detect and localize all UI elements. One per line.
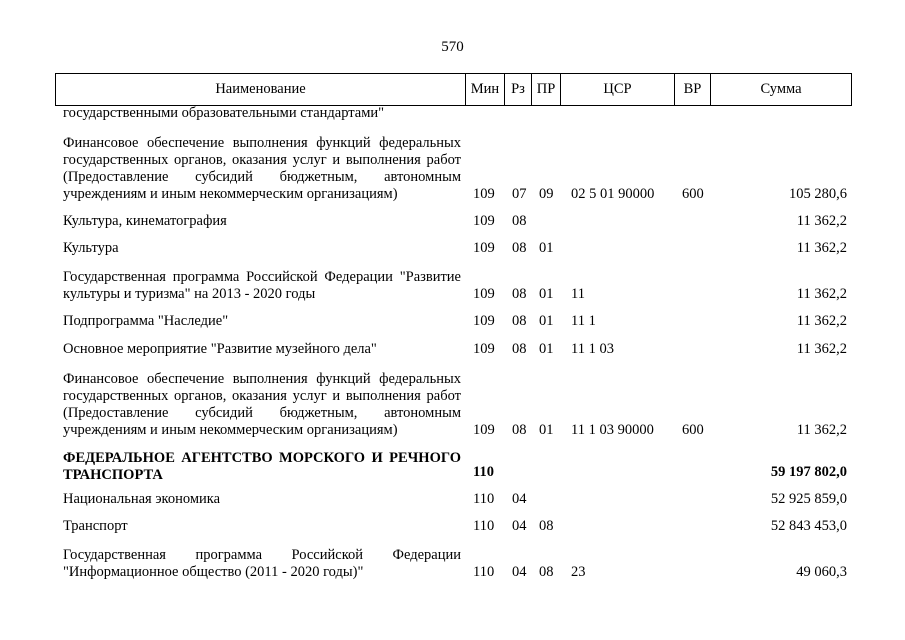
row-sum: 59 197 802,0 <box>770 464 847 480</box>
header-pr: ПР <box>532 74 561 106</box>
row-sum: 11 362,2 <box>796 286 847 302</box>
header-rz: Рз <box>505 74 532 106</box>
header-sum: Сумма <box>711 74 852 106</box>
row-name: Культура <box>63 240 119 256</box>
row-sum: 11 362,2 <box>796 213 847 229</box>
row-min: 109 <box>473 213 495 229</box>
row-rz: 04 <box>512 491 527 507</box>
row-name: Культура, кинематография <box>63 213 227 229</box>
row-pr: 09 <box>539 186 554 202</box>
row-min: 109 <box>473 313 495 329</box>
row-min: 109 <box>473 240 495 256</box>
row-rz: 08 <box>512 240 527 256</box>
row-pr: 01 <box>539 286 554 302</box>
row-csr: 23 <box>571 564 586 580</box>
page-number: 570 <box>441 39 464 55</box>
row-min: 110 <box>473 464 494 480</box>
row-name: Национальная экономика <box>63 491 221 507</box>
row-sum: 49 060,3 <box>796 564 847 580</box>
row-pr: 08 <box>539 518 554 534</box>
row-min: 109 <box>473 286 495 302</box>
row-rz: 08 <box>512 313 527 329</box>
row-csr: 11 1 <box>571 313 596 329</box>
row-sum: 11 362,2 <box>796 422 847 438</box>
row-pr: 01 <box>539 341 554 357</box>
row-csr: 11 1 03 <box>571 341 614 357</box>
row-rz: 07 <box>512 186 527 202</box>
row-rz: 08 <box>512 213 527 229</box>
row-sum: 11 362,2 <box>796 313 847 329</box>
row-name: Основное мероприятие "Развитие музейного дела" <box>63 341 377 357</box>
row-name: ФЕДЕРАЛЬНОЕ АГЕНТСТВО МОРСКОГО И РЕЧНОГО ТРАНСПОРТА <box>63 450 461 483</box>
row-vr: 600 <box>682 186 704 202</box>
row-pr: 01 <box>539 422 554 438</box>
row-rz: 08 <box>512 341 527 357</box>
row-min: 109 <box>473 422 495 438</box>
row-name: Финансовое обеспечение выполнения функций федеральных государственных органов, оказания услуг и выполнения работ (Предоставление субсидий бюджетным, автономным учреждениям и иным некоммерческим организациям) <box>63 135 461 202</box>
row-min: 110 <box>473 491 495 507</box>
row-csr: 11 <box>571 286 585 302</box>
row-sum: 11 362,2 <box>796 341 847 357</box>
row-name: Финансовое обеспечение выполнения функций федеральных государственных органов, оказания услуг и выполнения работ (Предоставление субсидий бюджетным, автономным учреждениям и иным некоммерческим организациям) <box>63 371 461 438</box>
row-rz: 04 <box>512 564 527 580</box>
header-name: Наименование <box>56 74 466 106</box>
header-csr: ЦСР <box>561 74 675 106</box>
row-pr: 08 <box>539 564 554 580</box>
row-rz: 04 <box>512 518 527 534</box>
row-sum: 52 925 859,0 <box>770 491 847 507</box>
row-sum: 52 843 453,0 <box>770 518 847 534</box>
row-min: 109 <box>473 341 495 357</box>
row-vr: 600 <box>682 422 704 438</box>
row-min: 110 <box>473 564 495 580</box>
row-rz: 08 <box>512 422 527 438</box>
row-sum: 11 362,2 <box>796 240 847 256</box>
row-name: Государственная программа Российской Федерации "Развитие культуры и туризма" на 2013 - 2020 годы <box>63 269 461 302</box>
row-name: Подпрограмма "Наследие" <box>63 313 229 329</box>
row-pr: 01 <box>539 240 554 256</box>
row-name: Государственная программа Российской Федерации "Информационное общество (2011 - 2020 годы)" <box>63 547 461 580</box>
row-csr: 02 5 01 90000 <box>571 186 655 202</box>
row-min: 110 <box>473 518 495 534</box>
row-name: Транспорт <box>63 518 128 534</box>
row-pr: 01 <box>539 313 554 329</box>
table-header <box>55 73 852 106</box>
row-sum: 105 280,6 <box>789 186 847 202</box>
header-vr: ВР <box>675 74 711 106</box>
header-min: Мин <box>466 74 505 106</box>
row-min: 109 <box>473 186 495 202</box>
row-csr: 11 1 03 90000 <box>571 422 654 438</box>
row-rz: 08 <box>512 286 527 302</box>
row-name: государственными образовательными стандартами" <box>63 105 385 121</box>
